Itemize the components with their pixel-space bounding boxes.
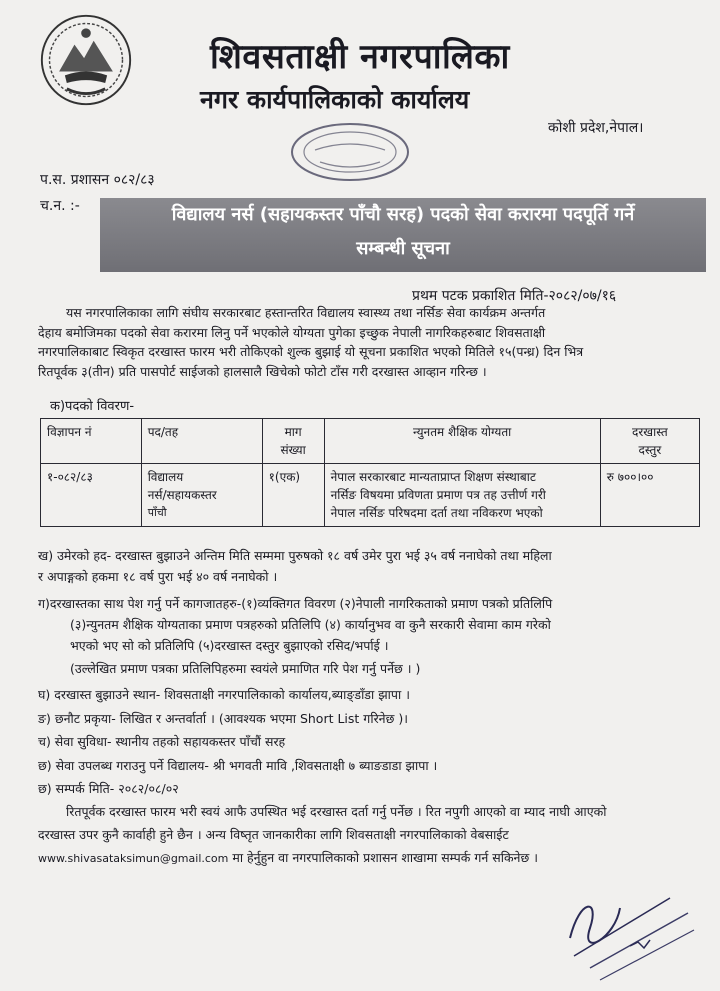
th-post: पद/तह bbox=[141, 419, 262, 464]
selection-process: ङ) छनौट प्रकृया- लिखित र अन्तर्वार्ता । (आवश्यक भएमा Short List गरिनेछ )। bbox=[38, 711, 408, 726]
td-adv-no: १-०८२/८३ bbox=[41, 464, 142, 527]
documents-line: ग)दरखास्तका साथ पेश गर्नु पर्ने कागजातहरु-(१)व्यक्तिगत विवरण (२)नेपाली नागरिकताको प्रमाण पत्रको प्रतिलिपि bbox=[38, 596, 553, 611]
closing-line: दरखास्त उपर कुनै कार्वाही हुने छैन । अन्य विष्तृत जानकारीका लागि शिवसताक्षी नगरपालिकाको वेबसाईट bbox=[38, 827, 509, 842]
office-subtitle: नगर कार्यपालिकाको कार्यालय bbox=[200, 85, 470, 114]
banner-line-1: विद्यालय नर्स (सहायकस्तर पाँचौ सरह) पदको सेवा करारमा पदपूर्ति गर्ने bbox=[171, 204, 635, 225]
service-school: छ) सेवा उपलब्ध गराउनु पर्ने विद्यालय- श्री भगवती मावि ,शिवसताक्षी ७ ब्याङडाडा झापा । bbox=[38, 758, 438, 773]
service-facility: च) सेवा सुविधा- स्थानीय तहको सहायकस्तर पाँचौं सरह bbox=[38, 734, 286, 749]
table-row bbox=[41, 464, 700, 527]
officer-signature-stamp bbox=[560, 868, 700, 983]
documents-line: भएको भए सो को प्रतिलिपि (५)दरखास्त दस्तुर बुझाएको रसिद/भर्पाई । bbox=[70, 638, 389, 653]
age-limit-line: र अपाङ्गको हकमा १८ वर्ष पुरा भई ४० वर्ष ननाघेको । bbox=[38, 569, 278, 584]
intro-line: रितपूर्वक ३(तीन) प्रति पासपोर्ट साईजको हालसालै खिचेको फोटो टाँस गरी दरखास्त आव्हान गरिन्छ । bbox=[38, 363, 487, 379]
intro-line: यस नगरपालिकाका लागि संघीय सरकारबाट हस्तान्तरित विद्यालय स्वास्थ्य तथा नर्सिङ सेवा कार्यक्रम अन्तर्गत bbox=[66, 305, 546, 320]
notice-banner bbox=[100, 198, 706, 272]
td-qualification: नेपाल सरकारबाट मान्यताप्राप्त शिक्षण संस्थाबाट नर्सिङ विषयमा प्रविणता प्रमाण पत्र तह उत्तीर्ण गरी नेपाल नर्सिङ परिषदमा दर्ता तथा नविकरण भएको bbox=[324, 464, 600, 527]
section-post-details: क)पदको विवरण- bbox=[50, 399, 135, 414]
intro-line: नगरपालिकाबाट स्विकृत दरखास्त फारम भरी तोकिएको शुल्क बुझाई यो सूचना प्रकाशित भएको मितिले १५(पन्ध्र) दिन भित्र bbox=[38, 344, 584, 359]
td-fee: रु ७००।०० bbox=[600, 464, 699, 527]
closing-line: www.shivasataksimun@gmail.com मा हेर्नुहुन वा नगरपालिकाको प्रशासन शाखामा सम्पर्क गर्न सकिनेछ । bbox=[38, 850, 538, 865]
post-details-table bbox=[40, 418, 700, 527]
td-demand: १(एक) bbox=[262, 464, 324, 527]
documents-note: (उल्लेखित प्रमाण पत्रका प्रतिलिपिहरुमा स्वयंले प्रमाणित गरि पेश गर्नु पर्नेछ । ) bbox=[70, 661, 421, 676]
table-header-row bbox=[41, 419, 700, 464]
th-qualification: न्युनतम शैक्षिक योग्यता bbox=[324, 419, 600, 464]
banner-line-2: सम्बन्धी सूचना bbox=[356, 238, 450, 259]
website-email: www.shivasataksimun@gmail.com bbox=[38, 852, 229, 865]
office-stamp bbox=[275, 120, 425, 185]
th-fee: दरखास्त दस्तुर bbox=[600, 419, 699, 464]
reference-number: प.स. प्रशासन ०८२/८३ bbox=[40, 172, 155, 188]
documents-line: (३)न्युनतम शैक्षिक योग्यताका प्रमाण पत्रहरुको प्रतिलिपि (४) कार्यानुभव वा कुनै सरकारी सेवामा काम गरेको bbox=[70, 617, 551, 632]
closing-line: रितपूर्वक दरखास्त फारम भरी स्वयं आफै उपस्थित भई दरखास्त दर्ता गर्नु पर्नेछ । रित नपुगी आएको वा म्याद नाघी आएको bbox=[66, 804, 607, 819]
submission-place: घ) दरखास्त बुझाउने स्थान- शिवसताक्षी नगरपालिकाको कार्यालय,ब्याङ्डाँडा झापा । bbox=[38, 687, 410, 702]
dispatch-number: च.न. :- bbox=[40, 198, 80, 214]
intro-line: देहाय बमोजिमका पदको सेवा करारमा लिनु पर्ने भएकोले योग्यता पुगेका इच्छुक नेपाली नागरिकहरुबाट शिवसताक्षी bbox=[38, 324, 546, 340]
intro-paragraph bbox=[38, 303, 708, 381]
th-adv-no: विज्ञापन नं bbox=[41, 419, 142, 464]
td-post: विद्यालय नर्स/सहायकस्तर पाँचौ bbox=[141, 464, 262, 527]
municipality-title: शिवसताक्षी नगरपालिका bbox=[210, 37, 510, 77]
published-date: प्रथम पटक प्रकाशित मिति-२०८२/०७/१६ bbox=[412, 288, 617, 304]
nepal-emblem-icon bbox=[38, 12, 134, 108]
th-demand: माग संख्या bbox=[262, 419, 324, 464]
age-limit-line: ख) उमेरको हद- दरखास्त बुझाउने अन्तिम मिति सम्ममा पुरुषको १८ वर्ष उमेर पुरा भई ३५ वर्ष ननाघेको तथा महिला bbox=[38, 548, 552, 563]
province-address: कोशी प्रदेश,नेपाल। bbox=[548, 120, 644, 136]
contact-date: छ) सम्पर्क मिति- २०८२/०८/०२ bbox=[38, 781, 179, 796]
